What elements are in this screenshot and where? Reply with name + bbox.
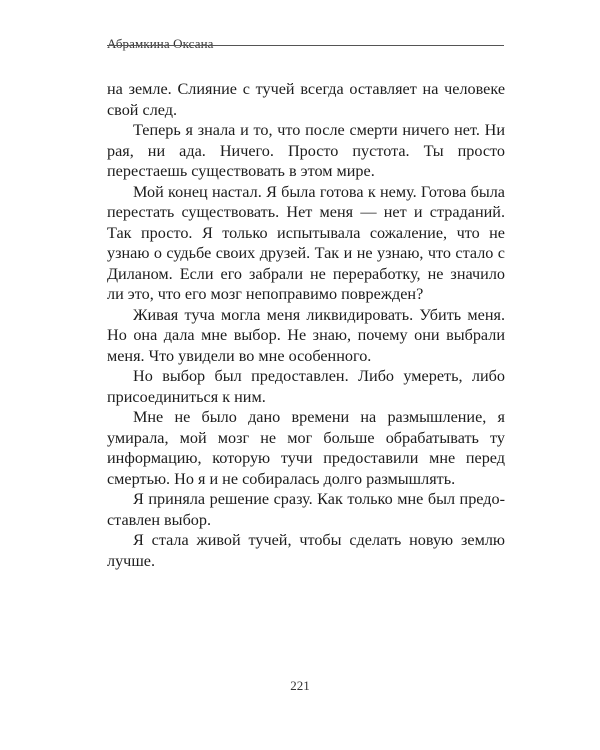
paragraph: на земле. Слияние с тучей всегда оставляет на человеке свой след. <box>107 80 505 119</box>
paragraph: Но выбор был предоставлен. Либо умереть, либо присоединиться к ним. <box>107 367 505 406</box>
paragraph: Я приняла решение сразу. Как только мне был предоставлен выбор. <box>107 490 505 529</box>
paragraph: Живая туча могла меня ликвидировать. Убить меня. Но она дала мне выбор. Не знаю, почему они выбрали меня. Что увидели во мне особенного. <box>107 305 505 365</box>
paragraph: Мой конец настал. Я была готова к нему. Готова была перестать существовать. Нет меня — нет и страданий. Так просто. Я только испытывала сожаление, что не узнаю о судьбе своих друзей. Так и не узнаю, что стало с Диланом. Если его забрали не переработку, не значило ли это, что его мозг непоправимо поврежден? <box>107 182 505 303</box>
paragraph: Теперь я знала и то, что после смерти ничего нет. Ни рая, ни ада. Ничего. Просто пустота. Ты просто перестаешь существовать в этом мире. <box>107 121 505 180</box>
paragraph: Я стала живой тучей, чтобы сделать новую землю лучше. <box>107 531 505 570</box>
paragraph: Мне не было дано времени на размышление, я умирала, мой мозг не мог больше обрабатывать ту информацию, которую тучи предоставили мне перед смертью. Но я и не собиралась долго размышлять. <box>107 408 505 488</box>
page-number: 221 <box>290 678 310 693</box>
body-text <box>107 79 505 571</box>
header-rule <box>107 45 504 46</box>
running-head: Абрамкина Оксана <box>107 36 214 51</box>
